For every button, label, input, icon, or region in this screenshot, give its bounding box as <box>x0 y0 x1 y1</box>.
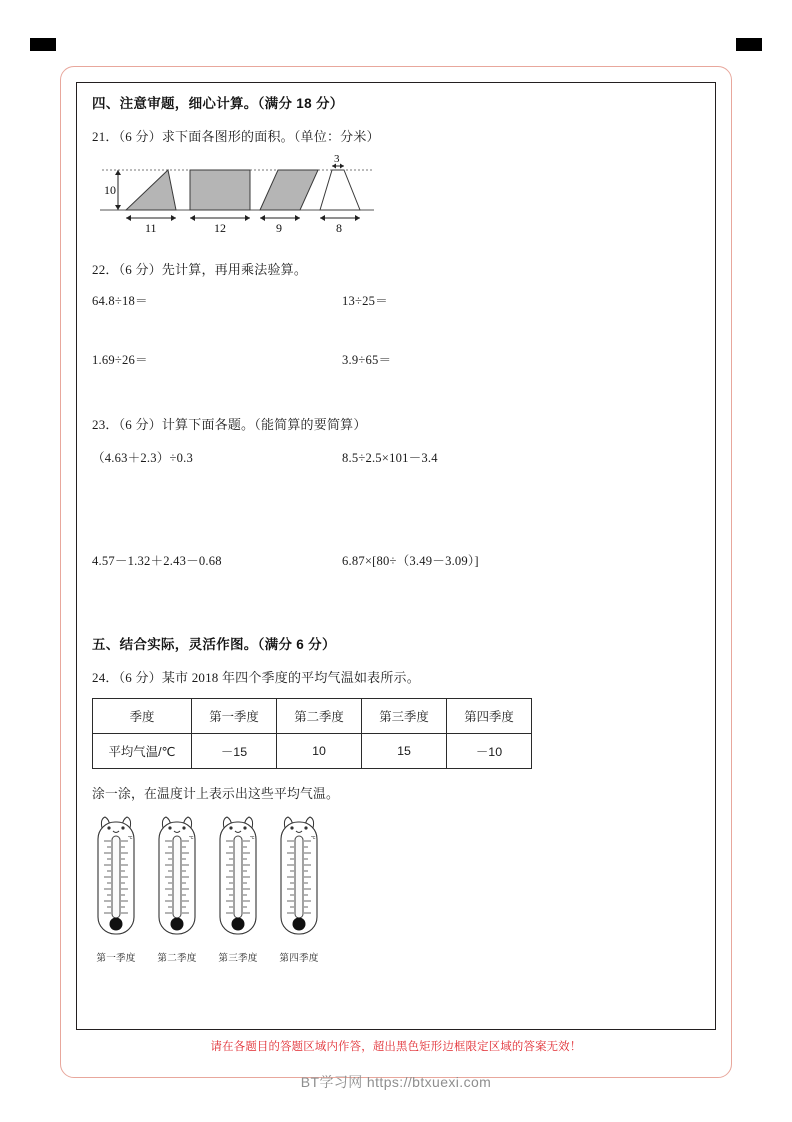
thermometer-label-q1: 第一季度 <box>96 953 136 964</box>
question-22 <box>92 259 704 368</box>
thermometer-icon <box>92 814 140 942</box>
question-21-prompt: 21．（6 分）求下面各图形的面积。（单位：分米） <box>92 129 380 144</box>
exam-content <box>92 92 704 964</box>
registration-mark-right <box>736 38 762 51</box>
question-21-figure <box>92 155 704 233</box>
thermometer-q2 <box>153 814 201 964</box>
svg-text:11: 11 <box>145 221 157 233</box>
expression-22-3: 1.69÷26＝ <box>92 353 148 367</box>
question-21 <box>92 126 704 233</box>
section-4-heading: 四、注意审题，细心计算。（满分 18 分） <box>92 96 344 111</box>
table-header-avg-temp: 平均气温/℃ <box>93 734 192 769</box>
thermometer-label-q3: 第三季度 <box>218 953 258 964</box>
svg-text:℃: ℃ <box>311 835 316 840</box>
thermometer-label-q4: 第四季度 <box>279 953 319 964</box>
table-header-q3: 第三季度 <box>362 699 447 734</box>
question-23-prompt: 23．（6 分）计算下面各题。（能简算的要简算） <box>92 417 367 432</box>
table-header-q1: 第一季度 <box>192 699 277 734</box>
svg-text:3: 3 <box>334 155 340 165</box>
expression-23-3: 4.57－1.32＋2.43－0.68 <box>92 554 222 568</box>
svg-text:℃: ℃ <box>250 835 255 840</box>
section-5 <box>92 633 704 964</box>
table-value-q3: 15 <box>362 734 447 769</box>
question-24-prompt: 24．（6 分）某市 2018 年四个季度的平均气温如表所示。 <box>92 670 420 685</box>
table-value-q4: －10 <box>447 734 532 769</box>
expression-23-2: 8.5÷2.5×101－3.4 <box>342 451 438 465</box>
expression-23-1: （4.63＋2.3）÷0.3 <box>92 451 194 465</box>
table-row-values <box>93 734 532 769</box>
geometry-figures-svg <box>92 155 382 233</box>
svg-text:12: 12 <box>214 221 226 233</box>
question-23 <box>92 414 704 569</box>
expression-23-4: 6.87×[80÷（3.49－3.09）] <box>342 554 479 568</box>
registration-mark-left <box>30 38 56 51</box>
footer-warning-text: 请在各题目的答题区域内作答，超出黑色矩形边框限定区域的答案无效！ <box>210 1041 582 1053</box>
thermometer-icon <box>214 814 262 942</box>
table-value-q1: －15 <box>192 734 277 769</box>
average-temperature-table <box>92 698 532 769</box>
svg-text:9: 9 <box>276 221 282 233</box>
table-row-header <box>93 699 532 734</box>
table-value-q2: 10 <box>277 734 362 769</box>
svg-text:10: 10 <box>104 183 116 197</box>
expression-22-2: 13÷25＝ <box>342 294 388 308</box>
thermometer-q4 <box>275 814 323 964</box>
table-header-q4: 第四季度 <box>447 699 532 734</box>
svg-text:℃: ℃ <box>128 835 133 840</box>
question-22-prompt: 22．（6 分）先计算，再用乘法验算。 <box>92 262 308 277</box>
thermometer-group <box>92 814 704 964</box>
table-header-quarter: 季度 <box>93 699 192 734</box>
thermometer-q1 <box>92 814 140 964</box>
site-watermark: BT学习网 https://btxuexi.com <box>300 1074 492 1090</box>
thermometer-icon <box>153 814 201 942</box>
section-5-heading: 五、结合实际，灵活作图。（满分 6 分） <box>92 637 336 652</box>
expression-22-1: 64.8÷18＝ <box>92 294 148 308</box>
svg-text:8: 8 <box>336 221 342 233</box>
thermometer-icon <box>275 814 323 942</box>
thermometer-label-q2: 第二季度 <box>157 953 197 964</box>
question-24-note: 涂一涂，在温度计上表示出这些平均气温。 <box>92 787 339 801</box>
table-header-q2: 第二季度 <box>277 699 362 734</box>
svg-text:℃: ℃ <box>189 835 194 840</box>
expression-22-4: 3.9÷65＝ <box>342 353 392 367</box>
thermometer-q3 <box>214 814 262 964</box>
